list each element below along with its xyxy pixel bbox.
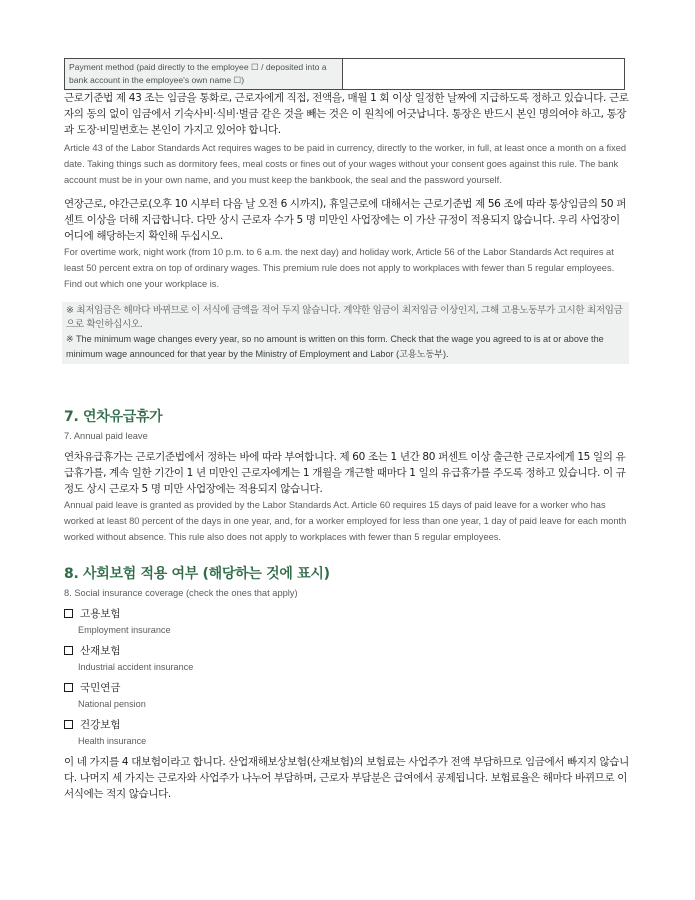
note-text-ko: ※ 최저임금은 해마다 바뀌므로 이 서식에 금액을 적어 두지 않습니다. 계약한 임금이 최저임금 이상인지, 그해 고용노동부가 고시한 최저임금으로 확인하십시오. [66, 305, 623, 330]
insurance-label-en: National pension [78, 699, 146, 709]
document-page [0, 58, 695, 900]
payment-method-table [64, 58, 625, 90]
insurance-item-health [64, 717, 631, 746]
payment-method-value-cell[interactable] [343, 59, 624, 89]
section-8-footer-ko: 이 네 가지를 4 대보험이라고 합니다. 산업재해보상보험(산재보험)의 보험료는 사업주가 전액 부담하므로 임금에서 빠지지 않습니다. 나머지 세 가지는 근로자와 사업주가 나누어 부담하며, 근로자 부담분은 급여에서 공제됩니다. 보험료율은 해마다 바뀌므로 이 서식에는 적지 않습니다. [64, 756, 629, 800]
checkbox-employment-insurance[interactable] [64, 609, 73, 618]
checkbox-health-insurance[interactable] [64, 720, 73, 729]
wage-payment-text-en: Article 43 of the Labor Standards Act requires wages to be paid in currency, directly to the worker, in full, at least once a month on a fixed date. Taking things such as dormitory fees, meal costs or fines out of your wages without your consent goes against this rule. The bank account must be in your own name, and you must keep the bankbook, the seal and the password yourself. [64, 143, 627, 185]
overtime-text-ko: 연장근로, 야간근로(오후 10 시부터 다음 날 오전 6 시까지), 휴일근로에 대해서는 근로기준법 제 56 조에 따라 통상임금의 50 퍼센트 이상을 더해 지급합니다. 다만 상시 근로자 수가 5 명 미만인 사업장에는 이 가산 규정이 적용되지 않습니다. 우리 사업장이 어디에 해당하는지 확인해 두십시오. [64, 198, 627, 242]
section-8-title: 8. 사회보험 적용 여부 (해당하는 것에 표시) [64, 566, 330, 582]
section-7-text-ko: 연차유급휴가는 근로기준법에서 정하는 바에 따라 부여합니다. 제 60 조는 1 년간 80 퍼센트 이상 출근한 근로자에게 15 일의 유급휴가를, 계속 일한 기간이 1 년 미만인 근로자에게는 1 개월을 개근할 때마다 1 일의 유급휴가를 주도록 정하고 있습니다. 이 규정도 상시 근로자 5 명 미만 사업장에는 적용되지 않습니다. [64, 451, 626, 495]
insurance-item-national-pension [64, 680, 631, 709]
section-7-title: 7. 연차유급휴가 [64, 409, 163, 425]
section-7-subtitle: 7. Annual paid leave [64, 431, 148, 441]
section-7-text-en: Annual paid leave is granted as provided by the Labor Standards Act. Article 60 requires 15 days of paid leave for a worker who has worked at least 80 percent of the days in one year, and, for a worker employed for less than one year, 1 day of paid leave for each month worked without absence. This rule also does not apply to workplaces with fewer than 5 regular employees. [64, 500, 627, 542]
insurance-item-employment [64, 606, 631, 635]
insurance-label-ko: 국민연금 [80, 682, 121, 694]
overtime-text-en: For overtime work, night work (from 10 p.m. to 6 a.m. the next day) and holiday work, Article 56 of the Labor Standards Act requires at least 50 percent extra on top of ordinary wages. This premium rule does not apply to workplaces with fewer than 5 regular employees. Find out which one your workplace is. [64, 247, 615, 289]
insurance-label-en: Employment insurance [78, 625, 171, 635]
section-8-subtitle: 8. Social insurance coverage (check the ones that apply) [64, 588, 298, 598]
wage-payment-text-ko: 근로기준법 제 43 조는 임금을 통화로, 근로자에게 직접, 전액을, 매월 1 회 이상 일정한 날짜에 지급하도록 정하고 있습니다. 근로자의 동의 없이 임금에서 기숙사비·식비·벌금 같은 것을 빼는 것은 이 원칙에 어긋납니다. 통장은 반드시 본인 명의여야 하고, 통장과 도장·비밀번호는 본인이 가지고 있어야 합니다. [64, 92, 629, 136]
payment-method-label: Payment method (paid directly to the employee ☐ / deposited into a bank account in the employee's own name ☐) [65, 59, 343, 89]
insurance-item-industrial-accident [64, 643, 631, 672]
insurance-label-ko: 산재보험 [80, 645, 121, 657]
minimum-wage-note [62, 302, 629, 364]
checkbox-industrial-accident-insurance[interactable] [64, 646, 73, 655]
insurance-label-en: Industrial accident insurance [78, 662, 194, 672]
insurance-label-ko: 건강보험 [80, 719, 121, 731]
insurance-label-ko: 고용보험 [80, 608, 121, 620]
insurance-label-en: Health insurance [78, 736, 147, 746]
note-text-en: ※ The minimum wage changes every year, so no amount is written on this form. Check that the wage you agreed to is at or above the minimum wage announced for that year by the Ministry of Employment and Labor (고용노동부). [66, 334, 604, 359]
checkbox-national-pension[interactable] [64, 683, 73, 692]
